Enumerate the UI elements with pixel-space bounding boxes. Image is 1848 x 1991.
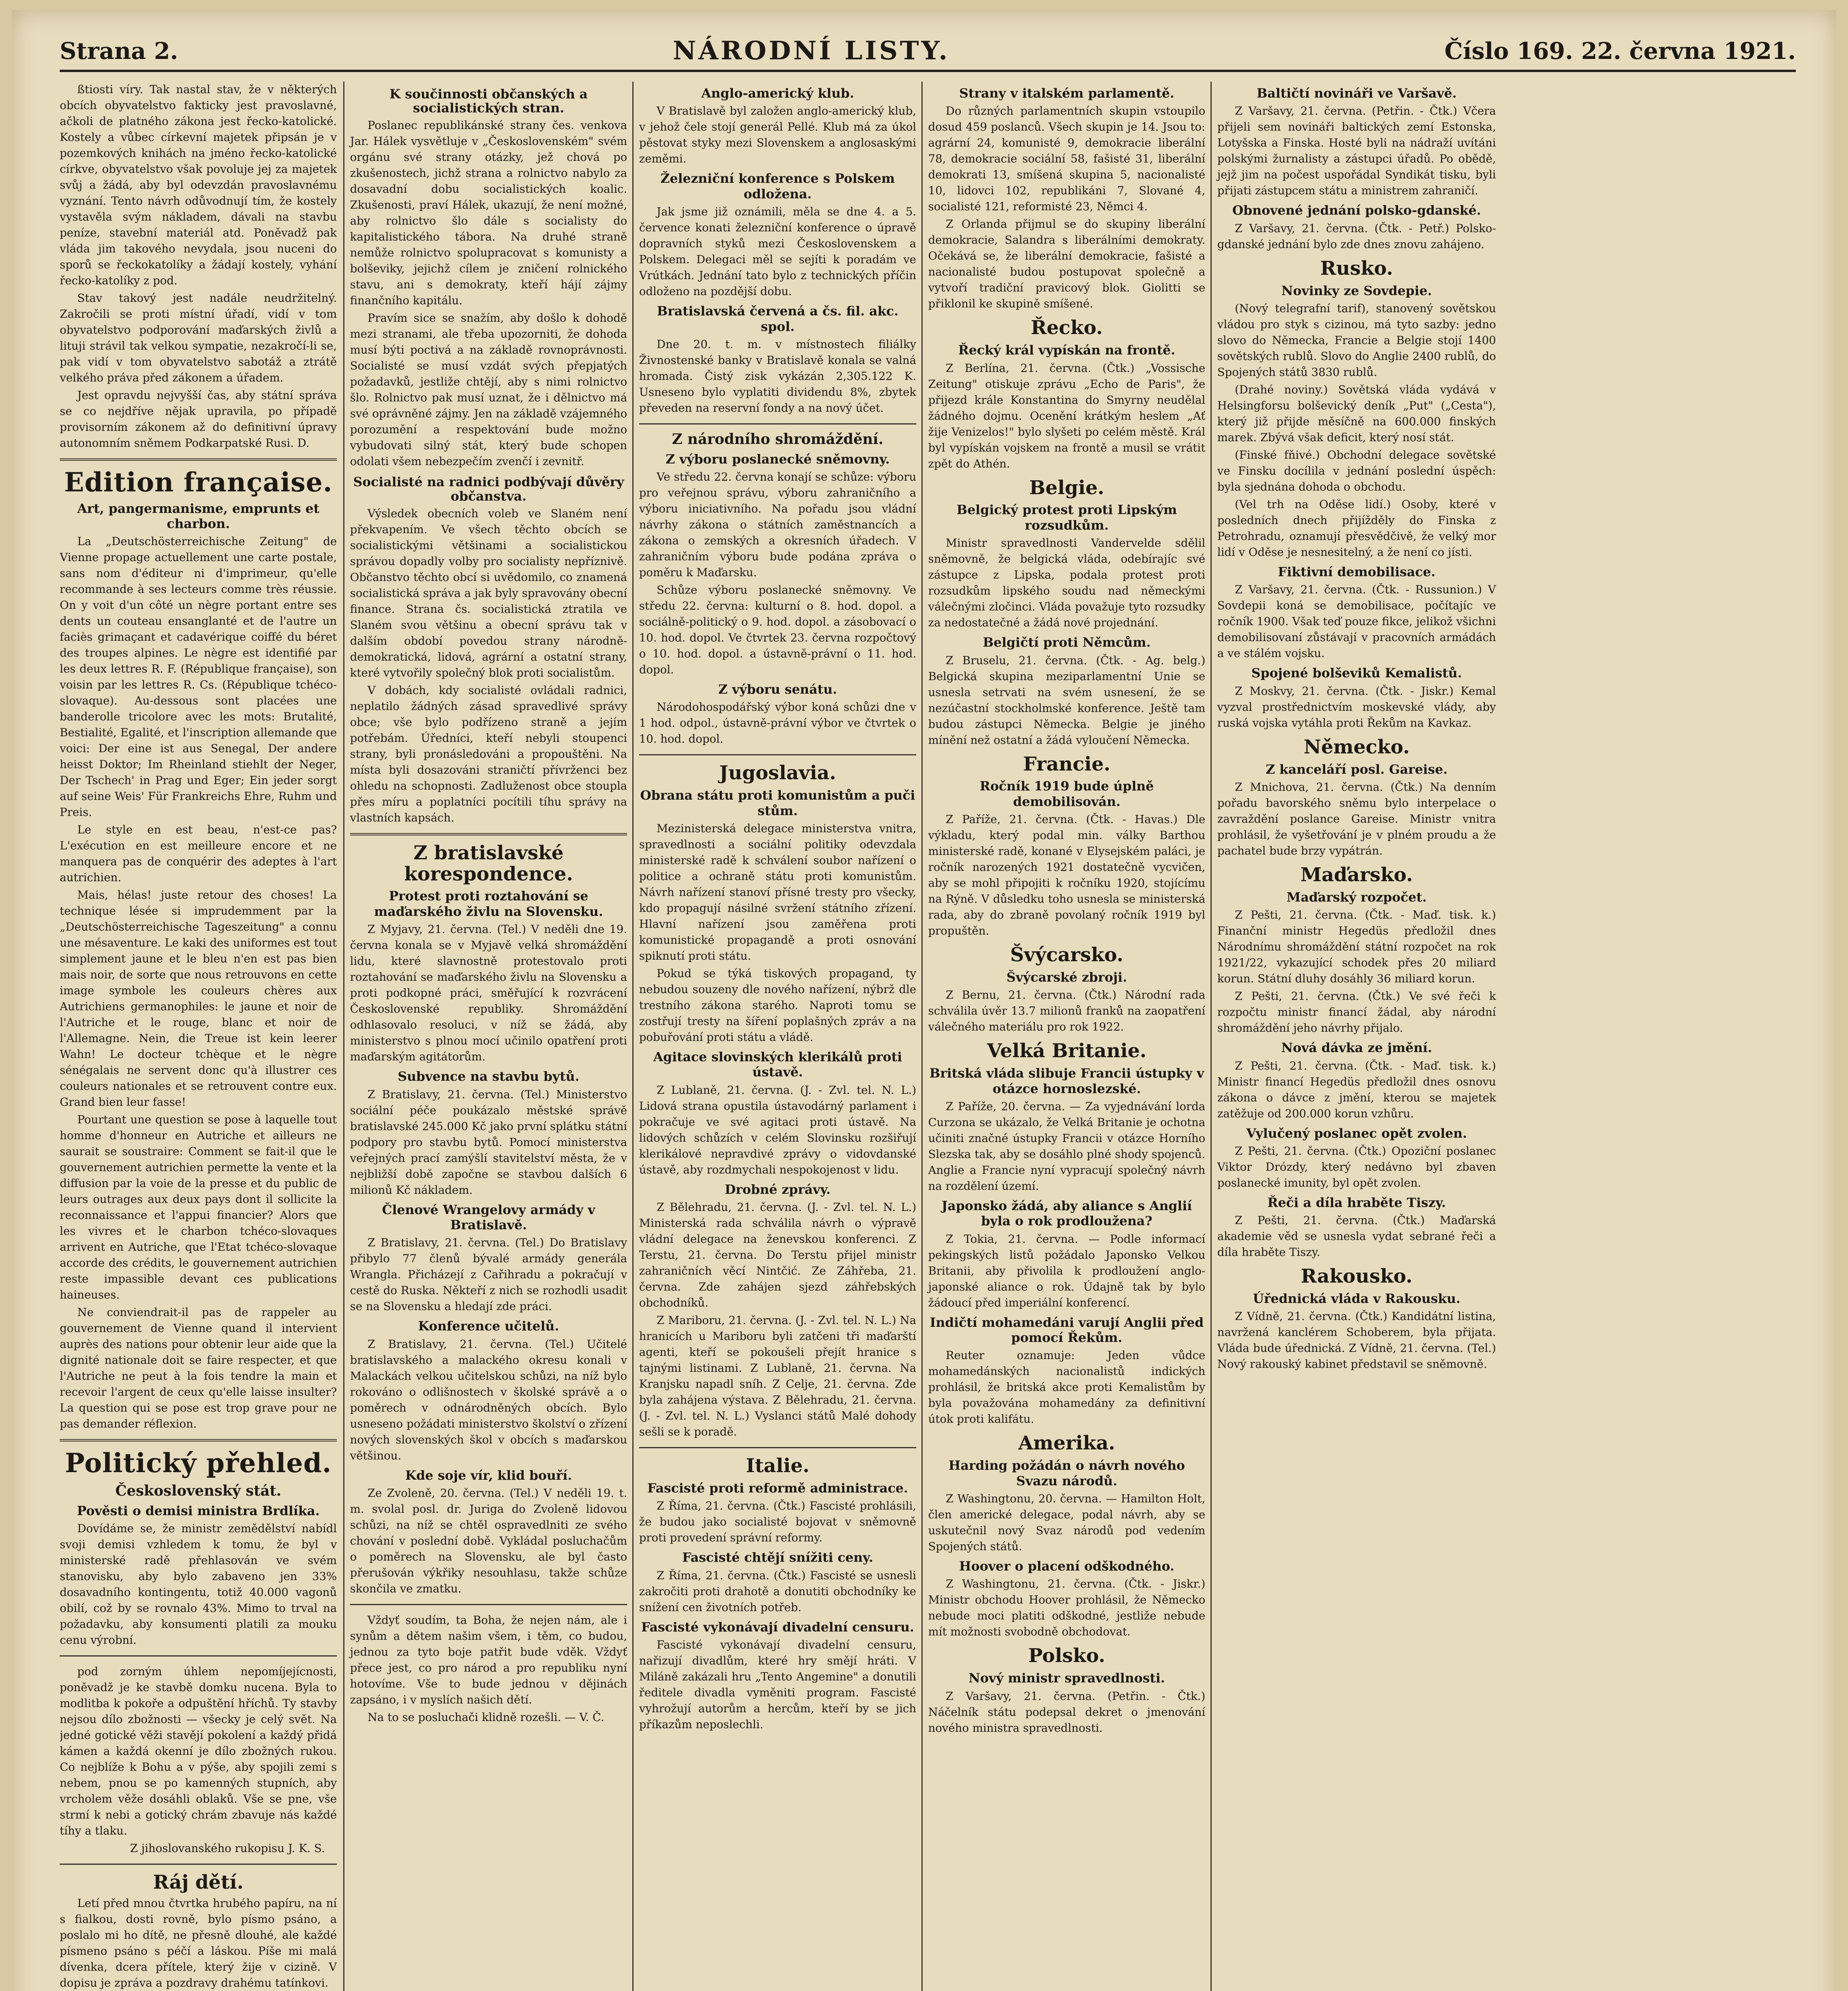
column-1	[60, 82, 337, 1991]
article-text: Mais, hélas! juste retour des choses! La technique lésée si imprudemment par la „Deutschösterreichische Tageszeitung" a connu une mésaventure. Le kaki des uniformes est tout simplement jaune et le bleu n'en est pas bien mais noir, de sorte que nous retrouvons en cette image symbole les couleurs chères aux Autrichiens germanophiles: le jaune et noir de l'Autriche et le rouge, blanc et noir de l'Allemagne. Nein, die Treue ist kein leerer Wahn! Le docteur tchèque et le nègre sénégalais ne servent donc qu'à illustrer ces couleurs nationales et se retrouvent contre eux. Grand bien leur fasse!	[60, 888, 337, 1109]
article-text: Letí před mnou čtvrtka hrubého papíru, na ní s fialkou, dosti rovně, bylo písmo psáno, a poslalo mi ho dítě, ne přesně dlouhé, ale každé písmeno psáno s péčí a láskou. Píše mi malá dívenka, dcera přítele, který žije v cizině. V dopisu je zpráva a pozdravy drahému tatínkovi.	[60, 1896, 337, 1989]
article-heading: Pověsti o demisi ministra Brdlíka.	[77, 1503, 320, 1518]
article-text: Reuter oznamuje: Jeden vůdce mohamedánských nacionalistů indických prohlásil, že britská akce proti Kemalistům by byla považována mohamedány za definitivní útok proti kalifátu.	[928, 1349, 1205, 1426]
article-heading: Ráj dětí.	[153, 1871, 244, 1893]
article-text: La „Deutschösterreichische Zeitung" de Vienne propage actuellement une carte postale, sans nom d'éditeur ni d'imprimeur, qu'elle recommande à ses lecteurs comme très réussie. On y voit d'un côté un nègre portant entre ses dents un couteau ensanglanté et de l'autre un faciès grimaçant et cadavérique coiffé du béret des troupes alpines. Le nègre est identifié par les deux lettres R. F. (République française), son voisin par les lettres R. Cs. (République tchéco-slovaque). Au-dessous sont placées une banderolle tricolore avec les mots: Brutalité, Bestialité, Egalité, et l'inscription allemande que voici: Der eine ist aus Senegal, Der andere heisst Doktor; Im Rheinland stiehlt der Neger, Der Tschech' in Prag und Eger; Ein jeder sorgt auf seine Weis' Für Frankreichs Ehre, Ruhm und Preis.	[60, 535, 337, 819]
section-heading: Řecko.	[1031, 317, 1103, 339]
column-4	[921, 82, 1205, 1991]
article-text: Z Orlanda přijmul se do skupiny liberální demokracie, Salandra s liberálními demokraty. Očekává se, že liberální demokracie, fašisté a nacionalisté budou postupovat společně a vytvoří tradiční pravicový blok. Giolitti se přiklonil ke skupině smíšené.	[928, 217, 1205, 311]
article-text: Vždyť soudím, ta Boha, že nejen nám, ale i synům a dětem našim všem, i těm, co budou, jednou za tyto boje patřit bude vděk. Vždyť přece jest, co pro národ a pro republiku nyní hotovíme. Vše to bude jednou v dějinách zapsáno, i v myslích našich dětí.	[350, 1614, 627, 1707]
section-heading: Velká Britanie.	[987, 1040, 1147, 1062]
article-text: Z Bělehradu, 21. června. (J. - Zvl. tel. N. L.) Ministerská rada schválila návrh o výpravě vládní delegace na ženevskou konferenci. Z Terstu, 21. června. Do Terstu přijel ministr zahraničních věcí Nintčić. Ze Záhřeba, 21. června. Zde zahájen sjezd záhřebských obchodníků.	[639, 1201, 916, 1310]
article-text: Na to se posluchači klidně rozešli. — V. Č.	[368, 1711, 604, 1724]
section-heading: Edition française.	[64, 467, 333, 498]
article-text: Z Pešti, 21. června. (Čtk.) Opoziční poslanec Viktor Drózdy, který nedávno byl zbaven poslanecké imunity, byl opět zvolen.	[1217, 1144, 1496, 1189]
divider	[639, 754, 916, 755]
article-heading: Kde soje vír, klid bouří.	[405, 1467, 572, 1483]
article-text: Z Berlína, 21. června. (Čtk.) „Vossische Zeitung" otiskuje zprávu „Echo de Paris", že přijezd krále Konstantina do Smyrny neudělal žádného dojmu. Ocenění krátkým heslem „Ať žije Venizelos!" bylo slyšeti po celém městě. Král byl vypískán vojskem na frontě a musil se vrátit zpět do Athén.	[928, 361, 1205, 470]
article-text: (Finské fňivé.) Obchodní delegace sovětské ve Finsku docílila v jednání poslední úspěch: byla sjednána dohoda o obchodu.	[1217, 448, 1496, 493]
section-heading: Rusko.	[1320, 257, 1393, 280]
section-heading: Belgie.	[1029, 476, 1105, 499]
article-text: Ze Zvoleně, 20. června. (Tel.) V neděli 19. t. m. svolal posl. dr. Juriga do Zvoleně lidovou schůzi, na níž se chtěl ospravedlniti ze svého chování v poslední době. Vykládal posluchačům o poměrech na Slovensku, ale byl často přerušován výkřiky nesouhlasu, takže schůze skončila ve zmatku.	[350, 1486, 627, 1596]
divider	[350, 833, 627, 835]
section-heading: Maďarsko.	[1300, 863, 1413, 886]
article-heading: Nová dávka ze jmění.	[1281, 1040, 1432, 1056]
article-text: Jest opravdu nejvyšší čas, aby státní správa se co nejdříve nějak upravila, po případě provisorním zákonem až do definitivní úpravy autonomním sněmem Podkarpatské Rusi. D.	[60, 389, 337, 450]
article-text: V dobách, kdy socialisté ovládali radnici, neplatilo žádných zásad spravedlivé správy obce; vše bylo podřízeno straně a jejím potřebám. Úředníci, kteří nebyli stoupenci strany, byli pronásledováni a propouštěni. Na místa byli dosazováni straničtí přívrženci bez ohledu na schopnosti. Zadluženost obce stoupla přes míru a poplatníci pocítili tíhu správy na vlastních kapsách.	[350, 683, 627, 824]
column-3	[632, 82, 916, 1991]
article-heading: Železniční konference s Polskem odložena.	[660, 171, 895, 201]
article-text: Pourtant une question se pose à laquelle tout homme d'honneur en Autriche et ailleurs ne saurait se soustraire: Comment se fait-il que le gouvernement autrichien permette la vente et la diffusion par la voie de la presse et du public de leurs outrages aux deux pays dont il sollicite la reconnaissance et l'appui financier? Alors que les vivres et le charbon tchéco-slovaques arrivent en Autriche, que l'Etat tchéco-slovaque accorde des crédits, le gouvernement autrichien reste impassible devant ces publications haineuses.	[60, 1113, 337, 1302]
divider	[639, 423, 916, 424]
section-heading: Rakousko.	[1300, 1265, 1413, 1288]
article-text: Z Lublaně, 21. června. (J. - Zvl. tel. N. L.) Lidová strana opustila ústavodárný parlament i pokračuje ve své agitaci proti ústavě. Na lidových schůzích v celém Slovinsku rozšiřují klerikálové nepravdivé zprávy o vidovdanské ústavě, aby rozdmychali nespokojenost v lidu.	[639, 1083, 916, 1176]
article-heading: Belgický protest proti Lipským rozsudkům.	[956, 502, 1177, 533]
article-text: Pokud se týká tiskových propagand, ty nebudou souzeny dle nového nařízení, nýbrž dle trestního zákona starého. Naproti tomu se zostřují tresty na šíření poplašných zpráv a na pobuřování proti státu a vládě.	[639, 966, 916, 1044]
article-text: Poslanec republikánské strany čes. venkova Jar. Hálek vysvětluje v „Československém" svém orgánu své strany otázky, jež chová po zkušenostech, jichž strana a rolnictvo nabylo za dosavadní dobu socialistických koalic. Zkušenosti, praví Hálek, ukazují, že není možné, aby rolnictvo šlo dále s socialisty do kapitalistického tábora. Na druhé straně nemůže rolnictvo spolupracovat s komunisty a bolševiky, jejichž cílem je zničení rolnického stavu, ani s demokraty, kteří hájí zájmy finančního kapitálu.	[350, 119, 627, 307]
article-heading: Novinky ze Sovdepie.	[1281, 283, 1432, 298]
article-heading: Řecký král vypískán na frontě.	[958, 342, 1175, 358]
article-text: Do různých parlamentních skupin vstoupilo dosud 459 poslanců. Všech skupin je 14. Jsou to: agrární 24, komunisté 9, demokracie liberální 78, demokracie sociální 58, fašisté 31, liberální demokrati 13, smíšená skupina 5, nacionalisté 10, lidovci 102, republikáni 7, Slované 4, socialisté 121, reformisté 23, Němci 4.	[928, 104, 1205, 213]
article-text: Z Bratislavy, 21. června. (Tel.) Do Bratislavy přibylo 77 členů bývalé armády generála Wrangla. Přicházejí z Cařihradu a pokračují v cestě do Ruska. Někteří z nich se rozhodli usadit se na Slovensku a hledají zde práci.	[350, 1236, 627, 1313]
article-heading: Socialisté na radnici podbývají důvěry občanstva.	[353, 474, 624, 504]
article-text: Dne 20. t. m. v místnostech filiálky Živnostenské banky v Bratislavě konala se valná hromada. Čistý zisk vykázán 2,305.122 K. Usneseno bylo vyplatiti dividendu 8%, zbytek převeden na reservní fondy a na nový účet.	[639, 337, 916, 415]
article-heading: Bratislavská červená a čs. fil. akc. spol.	[657, 303, 899, 334]
section-heading: Z národního shromáždění.	[672, 430, 884, 448]
article-text: Fascisté vykonávají divadelní censuru, nařizují divadlům, které hry smějí hráti. V Miláně zakázali hru „Tento Angemine" a donutili ředitele divadla vyměniti program. Fascisté vyhrožují autorům a hercům, kteří by se jich příkazům neposlechli.	[639, 1638, 916, 1731]
article-heading: Japonsko žádá, aby aliance s Anglií byla o rok prodloužena?	[941, 1198, 1192, 1229]
article-heading: Z výboru senátu.	[718, 681, 837, 697]
article-text: Jak jsme již oznámili, měla se dne 4. a 5. července konati železniční konference o úpravě dopravních styků mezi Československem a Polskem. Delegaci měl se sejíti k poradám ve Vrútkách. Jednání tato bylo z technických příčin odloženo na pozdější dobu.	[639, 205, 916, 298]
article-text: Z Washingtonu, 21. června. (Čtk. - Jiskr.) Ministr obchodu Hoover prohlásil, že Německo nebude moci platiti odškodné, jestliže nebude mít možnosti svobodně obchodovat.	[928, 1577, 1205, 1639]
divider	[639, 1447, 916, 1448]
article-text: Z Varšavy, 21. června. (Čtk. - Petř.) Polsko-gdanské jednání bylo zde dnes znovu zahájeno.	[1217, 221, 1496, 251]
article-text: Z Varšavy, 21. června. (Petřin. - Čtk.) Včera přijeli sem novináři baltických zemí Estonska, Lotyšska a Finska. Hosté byli na nádraží uvítáni polskými žurnalisty a zástupci úřadů. Po obědě, jejž jim na počest uspořádal Syndikát tisku, byli přijati zástupcem státu a ministrem zahraničí.	[1217, 104, 1496, 198]
section-heading: Jugoslavia.	[719, 762, 836, 784]
article-heading: K součinnosti občanských a socialistických stran.	[389, 86, 588, 116]
article-heading: Švýcarské zbroji.	[1006, 969, 1127, 985]
article-heading: Harding požádán o návrh nového Svazu národů.	[948, 1458, 1185, 1488]
article-text: Z Paříže, 20. června. — Za vyjednávání lorda Curzona se ukázalo, že Velká Britanie je ochotna učiniti značné ústupky Francii v otázce Horního Slezska tak, aby se dosáhlo plné shody spojenců. Anglie a Francie nyní vypracují společný návrh na rozdělení území.	[928, 1099, 1205, 1193]
article-text: Z Pešti, 21. června. (Čtk.) Maďarská akademie věd se usnesla vydat sebrané řeči a díla hraběte Tiszy.	[1217, 1214, 1496, 1259]
article-text: Z Washingtonu, 20. června. — Hamilton Holt, člen americké delegace, podal návrh, aby se uskutečnil nový Svaz národů pod vedením Spojených států.	[928, 1492, 1205, 1553]
article-text: Z Tokia, 21. června. — Podle informací pekingských listů požádalo Japonsko Velkou Britanii, aby přivolila k prodloužení anglo-japonské aliance o rok. Údajně tak by bylo žádoucí před imperiální konferencí.	[928, 1232, 1205, 1309]
article-text: Schůze výboru poslanecké sněmovny. Ve středu 22. června: kulturní o 8. hod. dopol. a sociálně-politický o 9. hod. dopol. a zásobovací o 10. hod. dopol. Ve čtvrtek 23. června rozpočtový o 10. hod. dopol. a ústavně-právní o 11. hod. dopol.	[639, 583, 916, 676]
article-heading: Protest proti roztahování se maďarského živlu na Slovensku.	[374, 888, 603, 919]
article-heading: Agitace slovinských klerikálů proti ústavě.	[653, 1049, 902, 1080]
article-text: Ne conviendrait-il pas de rappeler au gouvernement de Vienne quand il intervient auprès des nations pour obtenir leur aide que la dignité nationale doit se faire respecter, et que l'Autriche ne peut à la fois tendre la main et recevoir l'argent de ceux qu'elle laisse insulter? La question qui se pose est trop grave pour ne pas demander réflexion.	[60, 1306, 337, 1431]
article-text: Z Bruselu, 21. června. (Čtk. - Ag. belg.) Belgická skupina meziparlamentní Unie se usnesla setrvati na svém usnesení, že se nezúčastní stockholmské konference. Ještě tam budou zástupci Německa. Belgie je jiného mínění než ostatní a žádá vyloučení Německa.	[928, 653, 1205, 747]
article-text: Výsledek obecních voleb ve Slaném není překvapením. Ve všech těchto obcích se socialistickými většinami a socialistickou správou dopadly volby pro socialisty nepříznivě. Občanstvo těchto obcí si uvědomilo, co znamená socialistická správa a jak byly spravovány obecní finance. Strana čs. socialistická ztratila ve Slaném svou většinu a obecní správu tak v dalším období povedou strany národně-demokratická, lidová, agrární a ostatní strany, které vytvořily společný blok proti socialistům.	[350, 507, 627, 679]
article-heading: Úřednická vláda v Rakousku.	[1253, 1291, 1461, 1306]
article-text: (Drahé noviny.) Sovětská vláda vydává v Helsingforsu bolševický deník „Put" („Cesta"), který již přijde měsíčně na 600.000 finských marek. Zbývá však deficit, který nosí stát.	[1217, 383, 1496, 444]
newspaper-page	[12, 10, 1836, 1991]
divider	[60, 1655, 337, 1657]
article-text: Z Bratislavy, 21. června. (Tel.) Učitelé bratislavského a malackého okresu konali v Malackách velkou učitelskou schůzi, na níž bylo rokováno o odlišnostech v školské správě a o poměrech v odnárodněných obcích. Bylo usneseno požádati ministerstvo školství o zřízení nových slovenských škol v obcích s maďarskou většinou.	[350, 1337, 627, 1462]
article-text: Pravím sice se snažím, aby došlo k dohodě mezi stranami, ale třeba upozorniti, že dohoda musí býti poctivá a na základě rovnoprávnosti. Socialisté se musí vzdát svých přepjatých požadavků, jestliže chtějí, aby s nimi rolnictvo šlo. Rolnictvo pak musí uznat, že i dělnictvo má své oprávněné zájmy. Jen na základě vzájemného porozumění a respektování bude možno vybudovati silný stát, který bude schopen odolati všem nebezpečím zvenčí i zevnitř.	[350, 311, 627, 468]
article-text: (Vel trh na Oděse lidí.) Osoby, které v posledních dnech přijížděly do Finska z Petrohradu, oznamují přesvědčivě, že velký mor lidí v Oděse je nesnesitelný, a že není co jísti.	[1217, 497, 1496, 559]
article-heading: Strany v italském parlamentě.	[959, 86, 1175, 101]
article-text: pod zorným úhlem nepomíjejícnosti, poněvadž je ke stavbě domku nucena. Byla to modlitba k pokoře a odpuštění hříchů. Ty stavby nejsou dílo zbožnosti — všecky je celý svět. Na jedné gotické věži stavějí pokolení a každý přidá kámen a každá okenní je dílo zbožných rukou. Co nejblíže k Bohu a v pýše, aby spojili zemi s nebem, pnou se po kamenných stupních, aby vrcholem věže dosáhli oblaků. Vše se pne, vše strmí k nebi a gotický chrám zbavuje nás každé tíhy a tlaku.	[60, 1664, 337, 1837]
article-heading: Belgičtí proti Němcům.	[983, 635, 1151, 650]
article-text: Z Varšavy, 21. června. (Čtk. - Russunion.) V Sovdepii koná se demobilisace, počítajíc ve ročník 1900. Však teď pouze fikce, jelikož všichni demobilisovaní zůstávají v pracovních armádách a ve stálém vojsku.	[1217, 583, 1496, 660]
section-heading: Politický přehled.	[65, 1447, 332, 1479]
article-heading: Baltičtí novináři ve Varšavě.	[1256, 86, 1457, 101]
article-text: Ve středu 22. června konají se schůze: výboru pro veřejnou správu, výboru zahraničního a výboru iniciativního. Na pořadu jsou vládní návrhy zákona o státních zaměstnancích a zákona o zemských a okresních úřadech. V zahraničním výboru bude podána zpráva o poměru k Maďarsku.	[639, 470, 916, 579]
article-heading: Anglo-americký klub.	[701, 86, 854, 101]
signature: Z jihoslovanského rukopisu J. K. S.	[130, 1841, 325, 1855]
article-text: Z Pešti, 21. června. (Čtk. - Maď. tisk. k.) Ministr financí Hegedüs předložil dnes osnovu zákona o dávce z jmění, kterou se majetek zatěžuje od 200.000 korun vzhůru.	[1217, 1059, 1496, 1120]
page-number: Strana 2.	[60, 37, 178, 65]
article-heading: Spojené bolševiků Kemalistů.	[1251, 665, 1462, 681]
article-heading: Britská vláda slibuje Francii ústupky v otázce hornoslezské.	[929, 1066, 1204, 1096]
section-heading: Italie.	[746, 1455, 810, 1477]
column-5-inner	[1217, 86, 1496, 1372]
article-text: ßtiosti víry. Tak nastal stav, že v některých obcích obyvatelstvo fakticky jest pravoslavné, ačkoli de platného zákona jest řecko-katolické. Kostely a vůbec církevní majetek připsán je v pozemkových knihách na jméno řecko-katolické církve, obyvatelstvo však povoluje jej za majetek svůj a žádá, aby byl odevzdán pravoslavnému vyznání. Tento návrh odůvodnují tím, že kostely vystavěla svým nákladem, dávali na stavbu peníze, stavební materiál atd. Poněvadž pak vláda jim takového nevydala, jsou nuceni do sporů se řeckokatolíky a žádají kostely, vyhání řecko-katolíky z pod.	[60, 83, 337, 287]
article-heading: Obrana státu proti komunistům a puči stům.	[640, 788, 915, 818]
article-text: V Bratislavě byl založen anglo-americký klub, v jehož čele stojí generál Pellé. Klub má za úkol pěstovat styky mezi Slovenskem a anglosaskými zeměmi.	[639, 104, 916, 166]
page-header	[60, 32, 1796, 72]
article-heading: Členové Wrangelovy armády v Bratislavě.	[382, 1202, 595, 1232]
article-heading: Subvence na stavbu bytů.	[397, 1069, 580, 1084]
article-heading: Obnovené jednání polsko-gdanské.	[1232, 203, 1481, 218]
article-text: Z Mariboru, 21. června. (J. - Zvl. tel. N. L.) Na hranicích u Mariboru byli zatčeni tři maďarští agenti, kteří se pokoušeli přejít hranice s tajnými listinami. Z Lublaně, 21. června. Na Kranjsku napadl sníh. Z Celje, 21. června. Zde byla zahájena výstava. Z Bělehradu, 21. června. (J. - Zvl. tel. N. L.) Vyslanci států Malé dohody sešli se k poradě.	[639, 1314, 916, 1439]
article-text: Z Pešti, 21. června. (Čtk. - Maď. tisk. k.) Finanční ministr Hegedüs předložil dnes Národnímu shromáždění státní rozpočet na rok 1921/22, vykazující schodek přes 20 miliard korun. Státní dluhy dosáhly 36 miliard korun.	[1217, 908, 1496, 986]
article-text: Le style en est beau, n'est-ce pas? L'exécution en est meilleure encore et ne manquera pas de conquérir des adeptes à l'art autrichien.	[60, 823, 337, 884]
article-heading: Z kanceláří posl. Gareise.	[1265, 761, 1448, 777]
issue-date: Číslo 169. 22. června 1921.	[1444, 37, 1796, 65]
section-heading: Z bratislavské korespondence.	[404, 841, 573, 885]
divider	[60, 1864, 337, 1865]
article-heading: Hoover o placení odškodného.	[959, 1559, 1175, 1574]
divider	[350, 1604, 627, 1605]
article-text: Národohospodářský výbor koná schůzi dne v 1 hod. odpol., ústavně-právní výbor ve čtvrtek o 10. hod. dopol.	[639, 700, 916, 746]
article-text: Stav takový jest nadále neudržitelný. Zakročili se proti místní úřadí, vidí v tom obyvatelstvo podporování maďarských živlů a lituji strávil tak velkou sympatie, nezakročí-li se, pak vidí v tom obyvatelstvo sabotáž a ztrátě velkého práva před zákonem a úřadem.	[60, 291, 337, 384]
column-5	[1210, 82, 1797, 1991]
article-heading: Indičtí mohamedáni varují Anglii před pomocí Řekům.	[930, 1314, 1204, 1346]
article-text: Dovídáme se, že ministr zemědělství nabídl svoji demisi vzhledem k tomu, že byl v ministerské radě přehlasován ve svém stanovisku, aby bylo zabaveno jen 33% dosavadního kontingentu, totiž 40.000 vagonů obilí, což by se rovnalo 43%. Mimo to trval na požadavku, aby konsumenti platili za mouku cenu výrobní.	[60, 1522, 337, 1647]
article-text: Z Paříže, 21. června. (Čtk. - Havas.) Dle výkladu, který podal min. války Barthou ministerské radě, konané v Elysejském paláci, je ročník narozených 1921 dostatečně vycvičen, aby se mohl připojiti k ročníku 1920, stojícímu na Rýně. V důsledku toho usnesla se ministerská rada, aby do zbraně povolaný ročník 1919 byl propuštěn.	[928, 813, 1205, 938]
article-text: Mezinisterská delegace ministerstva vnitra, spravedlnosti a sociální politiky odevzdala ministerské radě k schválení soubor nařízení o politice a ochraně státu proti komunistům. Návrh nařízení stanoví přísné tresty pro všecky, kdo propagují násilné svržení státního zřízení. Hlavní nařízení jsou zaměřena proti komunistické propagandě a proti osnování spiknutí proti státu.	[639, 821, 916, 962]
article-heading: Konference učitelů.	[418, 1318, 559, 1334]
article-text: Z Moskvy, 21. června. (Čtk. - Jiskr.) Kemal vyzval prostřednictvím moskevské vlády, aby ruská vojska vytáhla proti Řekům na Kavkaz.	[1217, 684, 1496, 730]
subsection-heading: Československý stát.	[115, 1482, 282, 1499]
article-heading: Fiktivní demobilisace.	[1278, 564, 1435, 579]
article-heading: Fascisté chtějí snížiti ceny.	[682, 1550, 873, 1565]
article-heading: Nový ministr spravedlnosti.	[968, 1670, 1165, 1686]
section-heading: Amerika.	[1018, 1432, 1115, 1455]
article-heading: Fascisté proti reformě administrace.	[647, 1480, 908, 1496]
section-heading: Německo.	[1303, 735, 1410, 758]
article-text: (Nový telegrafní tarif), stanovený sovětskou vládou pro styk s cizinou, má tyto sazby: jedno slovo do Německa, Francie a Belgie stojí 1400 sovětských rublů. Slovo do Anglie 2400 rublů, do Spojených států 3830 rublů.	[1217, 301, 1496, 379]
article-heading: Maďarský rozpočet.	[1287, 889, 1427, 905]
article-heading: Fascisté vykonávají divadelní censuru.	[641, 1619, 914, 1635]
article-heading: Art, pangermanisme, emprunts et charbon.	[77, 501, 320, 531]
article-text: Z Bernu, 21. června. (Čtk.) Národní rada schválila úvěr 13.7 milionů franků na zaopatření válečného materiálu pro rok 1922.	[928, 988, 1205, 1034]
divider	[60, 1439, 337, 1441]
article-text: Z Bratislavy, 21. června. (Tel.) Ministerstvo sociální péče poukázalo městské správě bratislavské 245.000 Kč jako první splátku státní podpory pro stavbu bytů. Pomocí ministerstva veřejných prací zamýšlí stavitelství města, že v nejbližší době započne se stavbou dalších 6 milionů Kč nákladem.	[350, 1087, 627, 1197]
article-heading: Řeči a díla hraběte Tiszy.	[1267, 1195, 1446, 1210]
article-text: Z Mnichova, 21. června. (Čtk.) Na denním pořadu bavorského sněmu bylo interpelace o zavraždění poslance Gareise. Ministr vnitra prohlásil, že vyšetřování je v plném proudu a že pachatel bude brzy vypátrán.	[1217, 780, 1496, 857]
section-heading: Francie.	[1023, 753, 1111, 775]
section-heading: Švýcarsko.	[1010, 944, 1124, 966]
section-heading: Polsko.	[1028, 1645, 1105, 1667]
newspaper-title: NÁRODNÍ LISTY.	[673, 36, 950, 66]
article-text: Ministr spravedlnosti Vandervelde sdělil sněmovně, že belgická vláda, odebírajíc své zástupce z Lipska, podala protest proti rozsudkům lipského soudu nad německými válečnými zločinci. Vláda považuje tyto rozsudky za nedostatečné a žádá nové projednání.	[928, 536, 1205, 630]
article-heading: Z výboru poslanecké sněmovny.	[665, 451, 890, 467]
article-text: Z Vídně, 21. června. (Čtk.) Kandidátní listina, navržená kanclérem Schoberem, byla přijata. Vláda bude úřednická. Z Vídně, 21. června. (Tel.) Nový rakouský kabinet představil se sněmovně.	[1217, 1310, 1496, 1371]
article-text: Z Varšavy, 21. června. (Petřin. - Čtk.) Náčelník státu podepsal dekret o jmenování nového ministra spravedlnosti.	[928, 1689, 1205, 1735]
article-text: Z Říma, 21. června. (Čtk.) Fascisté se usnesli zakročiti proti drahotě a donutiti obchodníky ke snížení cen životních potřeb.	[639, 1569, 916, 1614]
article-heading: Drobné zprávy.	[725, 1181, 831, 1197]
article-text: Z Říma, 21. června. (Čtk.) Fascisté prohlásili, že budou jako socialisté bojovat v sněmovně proti provedení správní reformy.	[639, 1499, 916, 1545]
divider	[60, 458, 337, 461]
columns	[60, 82, 1796, 1991]
article-text: Z Pešti, 21. června. (Čtk.) Ve své řeči k rozpočtu ministr financí žádal, aby národní shromáždění jeho návrhy přijalo.	[1217, 990, 1496, 1035]
article-heading: Ročník 1919 bude úplně demobilisován.	[980, 778, 1154, 809]
column-2	[343, 82, 627, 1991]
article-heading: Vylučený poslanec opět zvolen.	[1246, 1125, 1467, 1141]
article-text: Z Myjavy, 21. června. (Tel.) V neděli dne 19. června konala se v Myjavě velká shromáždění lidu, které slavnostně protestovalo proti roztahování se maďarského živlu na Slovensku a proti podkopné práci, směřující k rozvrácení Československé republiky. Shromáždění odhlasovalo resoluci, v níž se žádá, aby ministerstvo s plnou mocí učinilo opatření proti maďarským agitátorům.	[350, 923, 627, 1064]
